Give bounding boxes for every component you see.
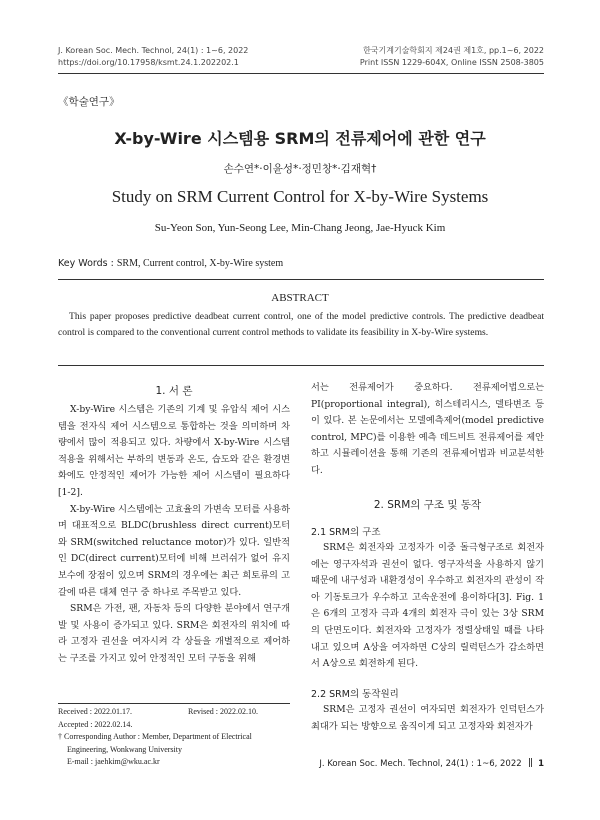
header-journal-left: J. Korean Soc. Mech. Technol, 24(1) : 1~6, 2022 xyxy=(58,46,249,55)
header-journal-right: 한국기계기술학회지 제24권 제1호, pp.1~6, 2022 xyxy=(363,46,544,55)
footer-page-number: 1 xyxy=(538,759,544,769)
section-2-1-text: SRM은 회전자와 고정자가 이중 돌극형구조로 회전자에는 영구자석과 권선이 없다. 영구자석을 사용하지 않기 때문에 내구성과 내환경성이 우수하고 회전자의 관성이 작아 기동토크가 우수하고 고속운전에 용이하다[3]. Fig. 1은 6개의 고정자 극과 4개의 회전자 극이 있는 3상 SRM의 단면도이다. 회전자와 고정자가 정렬상태일 때를 나타내고 있으며 A상을 여자하면 C상의 릴럭턴스가 감소하면서 A상으로 회전하게 된다. xyxy=(311,542,544,670)
section-1-paragraph: SRM은 가전, 팬, 자동차 등의 다양한 분야에서 연구개발 및 사용이 증가되고 있다. SRM은 회전자의 위치에 따라 고정자 권선을 여자시켜 각 상들을 개별적으로 제어하는 구조를 가지고 있어 안정적인 모터 구동을 위해 xyxy=(58,603,290,664)
footer xyxy=(319,758,544,769)
received-revised xyxy=(58,706,290,719)
title-english: Study on SRM Current Control for X-by-Wire Systems xyxy=(111,187,489,206)
abstract-rule xyxy=(58,365,544,366)
keywords xyxy=(58,258,283,269)
section-2-2-heading: 2.2 SRM의 동작원리 xyxy=(311,689,399,700)
section-1-heading: 1. 서 론 xyxy=(155,385,193,397)
keywords-label: Key Words : xyxy=(58,258,117,269)
section-2-heading: 2. SRM의 구조 및 동작 xyxy=(373,499,482,511)
header-doi[interactable]: https://doi.org/10.17958/ksmt.24.1.202202.1 xyxy=(58,58,239,67)
article-category: 《학술연구》 xyxy=(58,96,120,108)
title-korean: X-by-Wire 시스템용 SRM의 전류제어에 관한 연구 xyxy=(114,129,486,148)
keywords-rule xyxy=(58,279,544,280)
abstract-text: This paper proposes predictive deadbeat current control, one of the model predictive controls. The predictive deadbeat control is compared to the conventional current control methods to validate its feasibility in X-by-Wire systems. xyxy=(58,311,544,338)
abstract-heading: ABSTRACT xyxy=(271,292,329,304)
footer-journal: J. Korean Soc. Mech. Technol, 24(1) : 1~6, 2022 xyxy=(319,759,522,769)
received-date: Received : 2022.01.17. xyxy=(58,707,132,716)
keywords-text: SRM, Current control, X-by-Wire system xyxy=(116,258,284,269)
section-2-1-body xyxy=(311,540,544,673)
section-1-body xyxy=(58,402,290,668)
header-rule xyxy=(58,73,544,74)
header-issn: Print ISSN 1229-604X, Online ISSN 2508-3805 xyxy=(359,58,544,67)
section-1-continued: 서는 전류제어가 중요하다. 전류제어법으로는 PI(proportional integral), 히스테리시스, 델타변조 등이 있다. 본 논문에서는 모델예측제어(model predictive control, MPC)를 이용한 예측 데드비트 전류제어를 제안하고 시뮬레이션을 통해 기존의 전류제어법과 비교분석한다. xyxy=(311,382,544,476)
corresponding-affiliation: Engineering, Wonkwang University xyxy=(67,744,182,754)
section-2-2-text: SRM은 고정자 권선이 여자되면 회전자가 인덕턴스가 최대가 되는 방향으로 움직이게 되고 고정자와 회전자가 xyxy=(311,704,544,732)
section-1-paragraph: X-by-Wire 시스템에는 고효율의 가변속 모터를 사용하며 대표적으로 BLDC(brushless direct current)모터와 SRM(switched reluctance motor)가 있다. 일반적인 DC(direct current)모터에 비해 브러쉬가 없어 유지보수에 장점이 있으며 SRM의 경우에는 최근 희토류의 고갈에 따른 대체 연구 중 하나로 주목받고 있다. xyxy=(58,503,290,598)
footnotes xyxy=(58,706,290,769)
section-2-1-heading: 2.1 SRM의 구조 xyxy=(311,527,381,538)
accepted-date: Accepted : 2022.02.14. xyxy=(58,719,133,729)
footer-divider xyxy=(529,758,532,767)
authors-korean: 손수연*·이윤성*·정민창*·김재혁† xyxy=(223,163,377,175)
authors-english: Su-Yeon Son, Yun-Seong Lee, Min-Chang Jeong, Jae-Hyuck Kim xyxy=(154,222,446,234)
section-2-2-body xyxy=(311,702,544,735)
revised-date: Revised : 2022.02.10. xyxy=(188,707,258,716)
section-1-paragraph: X-by-Wire 시스템은 기존의 기계 및 유압식 제어 시스템을 전자식 제어 시스템으로 통합하는 것을 의미하며 차량에서 많이 적용되고 있다. 차량에서 X-by-Wire 시스템 적용을 위해서는 부하의 변동과 온도, 습도와 같은 환경변화에도 안정적인 제어가 가능한 제어 시스템이 필요하다[1-2]. xyxy=(58,404,290,498)
corresponding-author: † Corresponding Author : Member, Department of Electrical xyxy=(58,732,252,741)
footnote-rule xyxy=(58,703,290,704)
corresponding-email[interactable]: E-mail : jaehkim@wku.ac.kr xyxy=(67,757,160,766)
